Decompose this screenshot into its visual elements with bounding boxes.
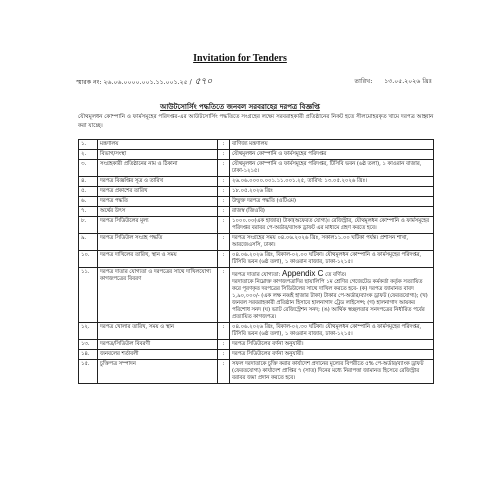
row-serial: ৯. [79,234,98,251]
row-colon: : [218,150,230,160]
row-label: দরপত্র খোলার তারিখ, সময় ও স্থান [98,323,218,340]
row-colon: : [218,217,230,234]
row-value: দরপত্র সংগ্রহের সময় ০৪.০৬.২০২৬ খ্রিঃ, সকাল১১.০০ ঘটিকা পর্যন্ত। প্রশাসন শাখা, আরজেএসসি, ঢাকা। [230,234,434,251]
table-row [79,160,434,177]
qualification-prefix: দরপত্র দাতার যোগ্যতা: [232,272,283,278]
row-value: ২৬.০৬.০০০০.০০১.১১.০০১.২৫, তারিখ: ১৩.০৫.২০২৬ খ্রিঃ। [230,177,434,187]
row-colon: : [218,197,230,207]
row-colon: : [218,340,230,350]
row-value: দরপত্র সিডিউলের বর্ণনা অনুযায়ী। [230,340,434,350]
row-serial: ২. [79,150,98,160]
row-value [230,268,434,323]
row-label: বিভাগ/সংস্থা [98,150,218,160]
table-row [79,217,434,234]
row-colon: : [218,160,230,177]
row-colon: : [218,251,230,268]
table-row [79,360,434,384]
date-value: ১৩.০৫.২০২৬ খ্রিঃ [384,78,432,85]
row-label: দরপত্র সিডিউল সংগ্রহ পদ্ধতি [98,234,218,251]
row-serial: ১৩. [79,340,98,350]
tender-details-table [78,139,434,384]
notice-intro: যৌথমূলধন কোম্পানি ও ফার্মসমূহের পরিদপ্তর-এর আউটসোর্সিং পদ্ধতিতে সংগ্রহের লক্ষ্যে সরবরাহকারী প্রতিষ্ঠানের নিকট হতে সীলমোহরকৃত খামে দরপত্র আহ্বান করা যাচ্ছে। [78,114,434,129]
table-row [79,177,434,187]
qualification-details: দরদাতাকে নিম্নোক্ত কাগজপত্রাদির ছায়ালিপি ১ম শ্রেণির গেজেটেড কর্মকর্তা কর্তৃক সত্যায়িত করে পূরণকৃত দরপত্রের সিডিউলের সাথে দাখিল করতে হবে- (ক) দরপত্র জামানত বাবদ ১,৯০,০০০/- (এক লক্ষ নব্বই হাজার টাকা) টাকার পে-অর্ডার/ব্যাংক ড্রাফট (ফেরতযোগ্য); (খ) জনবল সরবরাহকারী প্রতিষ্ঠান হিসাবে হালনাগাদ ট্রেড লাইসেন্স; (গ) হালনাগাদ আয়কর পরিশোধ সনদ (ঘ) ভ্যাট রেজিস্ট্রেশন সনদ; (ঙ) আর্থিক স্বচ্ছলতার সনদপত্রের নির্ধারিত পর্বের প্রত্যায়িত কাগজপত্র। [232,279,428,320]
table-row [79,187,434,197]
row-value: উন্মুক্ত দরপত্র পদ্ধতি (ওটিএম) [230,197,434,207]
row-value: যৌথমূলধন কোম্পানি ও ফার্মসমূহের পরিদপ্তর [230,150,434,160]
row-serial: ১৫. [79,360,98,384]
date-label: তারিখ: [354,78,373,85]
row-colon: : [218,234,230,251]
appendix-suffix: তে বর্ণিত। [323,272,347,278]
row-value: ০৪.০৬.২০২৬ খ্রিঃ, বিকাল-০২.০০ ঘটিকা। যৌথমূলধন কোম্পানি ও ফার্মসমূহের পরিদপ্তর, টিসিবি ভবন (৬ষ্ঠ তলা), ১ কাওরান বাজার, ঢাকা-১২১৫। [230,251,434,268]
row-colon: : [218,187,230,197]
row-serial: ৩. [79,160,98,177]
row-colon: : [218,268,230,323]
row-colon: : [218,323,230,340]
document-title: Invitation for Tenders [193,53,287,64]
qualification-line [232,269,431,279]
row-serial: ১১. [79,268,98,323]
table-row [79,140,434,150]
ref-label: স্মারক নং: [76,79,102,86]
table-row [79,350,434,360]
appendix-reference: Appendix C [282,269,324,278]
row-colon: : [218,360,230,384]
row-value: ১৮.০৫.২০২৬ খ্রিঃ [230,187,434,197]
table-row [79,197,434,207]
row-value: সফল দরদাতাকে চুক্তি করার কার্যাদেশ প্রদানের মূল্যের বিপরীতে ৫% পে-অর্ডার/ব্যাংক ড্রাফট (ফেরতযোগ্য) কার্যাদেশ প্রাপ্তির ৭ (সাত) দিনের মধ্যে নিরাপত্তা জামানত হিসেবে রেজিস্ট্রার বরাবর জমা প্রদান করতে হবে। [230,360,434,384]
ref-suffix-handwritten: ৫৭০ [194,77,213,87]
row-serial: ১৪. [79,350,98,360]
ref-number: ২৬.০৬.০০০০.০০১.১১.০০১.২৫ / [103,79,192,86]
table-row [79,323,434,340]
table-row [79,340,434,350]
row-label: দরপত্র/সিডিউল বিবরণী [98,340,218,350]
row-label: চুক্তিপত্র সম্পাদন [98,360,218,384]
row-value: ০৪.০৬.২০২৬ খ্রিঃ, বিকাল-০২.৩০ ঘটিকা। যৌথমূলধন কোম্পানি ও ফার্মসমূহের পরিদপ্তর, টিসিবি ভবন (৬ষ্ঠ তলা), ১ কাওরান বাজার, ঢাকা-১২১৫। [230,323,434,340]
table-row [79,268,434,323]
row-label: দরপত্র পদ্ধতি [98,197,218,207]
row-serial: ১০. [79,251,98,268]
table-row [79,251,434,268]
row-colon: : [218,140,230,150]
row-label: দরপত্র দাখিলের তারিখ, স্থান ও সময় [98,251,218,268]
row-value: যৌথমূলধন কোম্পানি ও ফার্মসমূহের পরিদপ্তর, টিসিবি ভবন (৬ষ্ঠ তলা), ১ কাওরান বাজার, ঢাকা-১২১৫। [230,160,434,177]
table-row [79,150,434,160]
row-value: রাজস্ব (জিওবি) [230,207,434,217]
row-label: মন্ত্রণালয় [98,140,218,150]
notice-subtitle: আউটসোর্সিং পদ্ধতিতে জনবল সরবরাহের দরপত্র বিজ্ঞপ্তি [160,102,320,111]
row-label: দরপত্র বিজ্ঞপ্তির সূত্র ও তারিখ [98,177,218,187]
row-serial: ৪. [79,177,98,187]
row-serial: ১২. [79,323,98,340]
row-serial: ৬. [79,197,98,207]
row-label: অর্থের উৎস [98,207,218,217]
row-serial: ৭. [79,207,98,217]
row-label: দরপত্র দাতার যোগ্যতা ও দরপত্রের সাথে দাখিলযোগ্য কাগজপত্রের বিবরণ [98,268,218,323]
row-value: ১০০০.০০(এক হাজার) টাকা(অফেরত যোগ্য)। রেজিস্ট্রার, যৌথমূলধন কোম্পানি ও ফার্মসমূহের পরিদপ্তর বরাবর পে-অর্ডার/ব্যাংক ড্রাফট এর মাধ্যমে গ্রহণ করতে হবে। [230,217,434,234]
row-label: জনবলের শর্তাবলী [98,350,218,360]
row-serial: ১. [79,140,98,150]
memo-reference [76,77,212,88]
row-serial: ৫. [79,187,98,197]
row-label: দরপত্র প্রকাশের তারিখ [98,187,218,197]
row-value: বাণিজ্য মন্ত্রণালয় [230,140,434,150]
row-value: দরপত্র সিডিউলের বর্ণনা অনুযায়ী। [230,350,434,360]
table-row [79,234,434,251]
row-label: সংগ্রহকারী প্রতিষ্ঠানের নাম ও ঠিকানা [98,160,218,177]
row-colon: : [218,350,230,360]
table-row [79,207,434,217]
row-serial: ৮. [79,217,98,234]
row-colon: : [218,207,230,217]
row-label: দরপত্র সিডিউলের মূল্য [98,217,218,234]
reference-row [76,77,432,87]
row-colon: : [218,177,230,187]
memo-date [355,77,432,87]
